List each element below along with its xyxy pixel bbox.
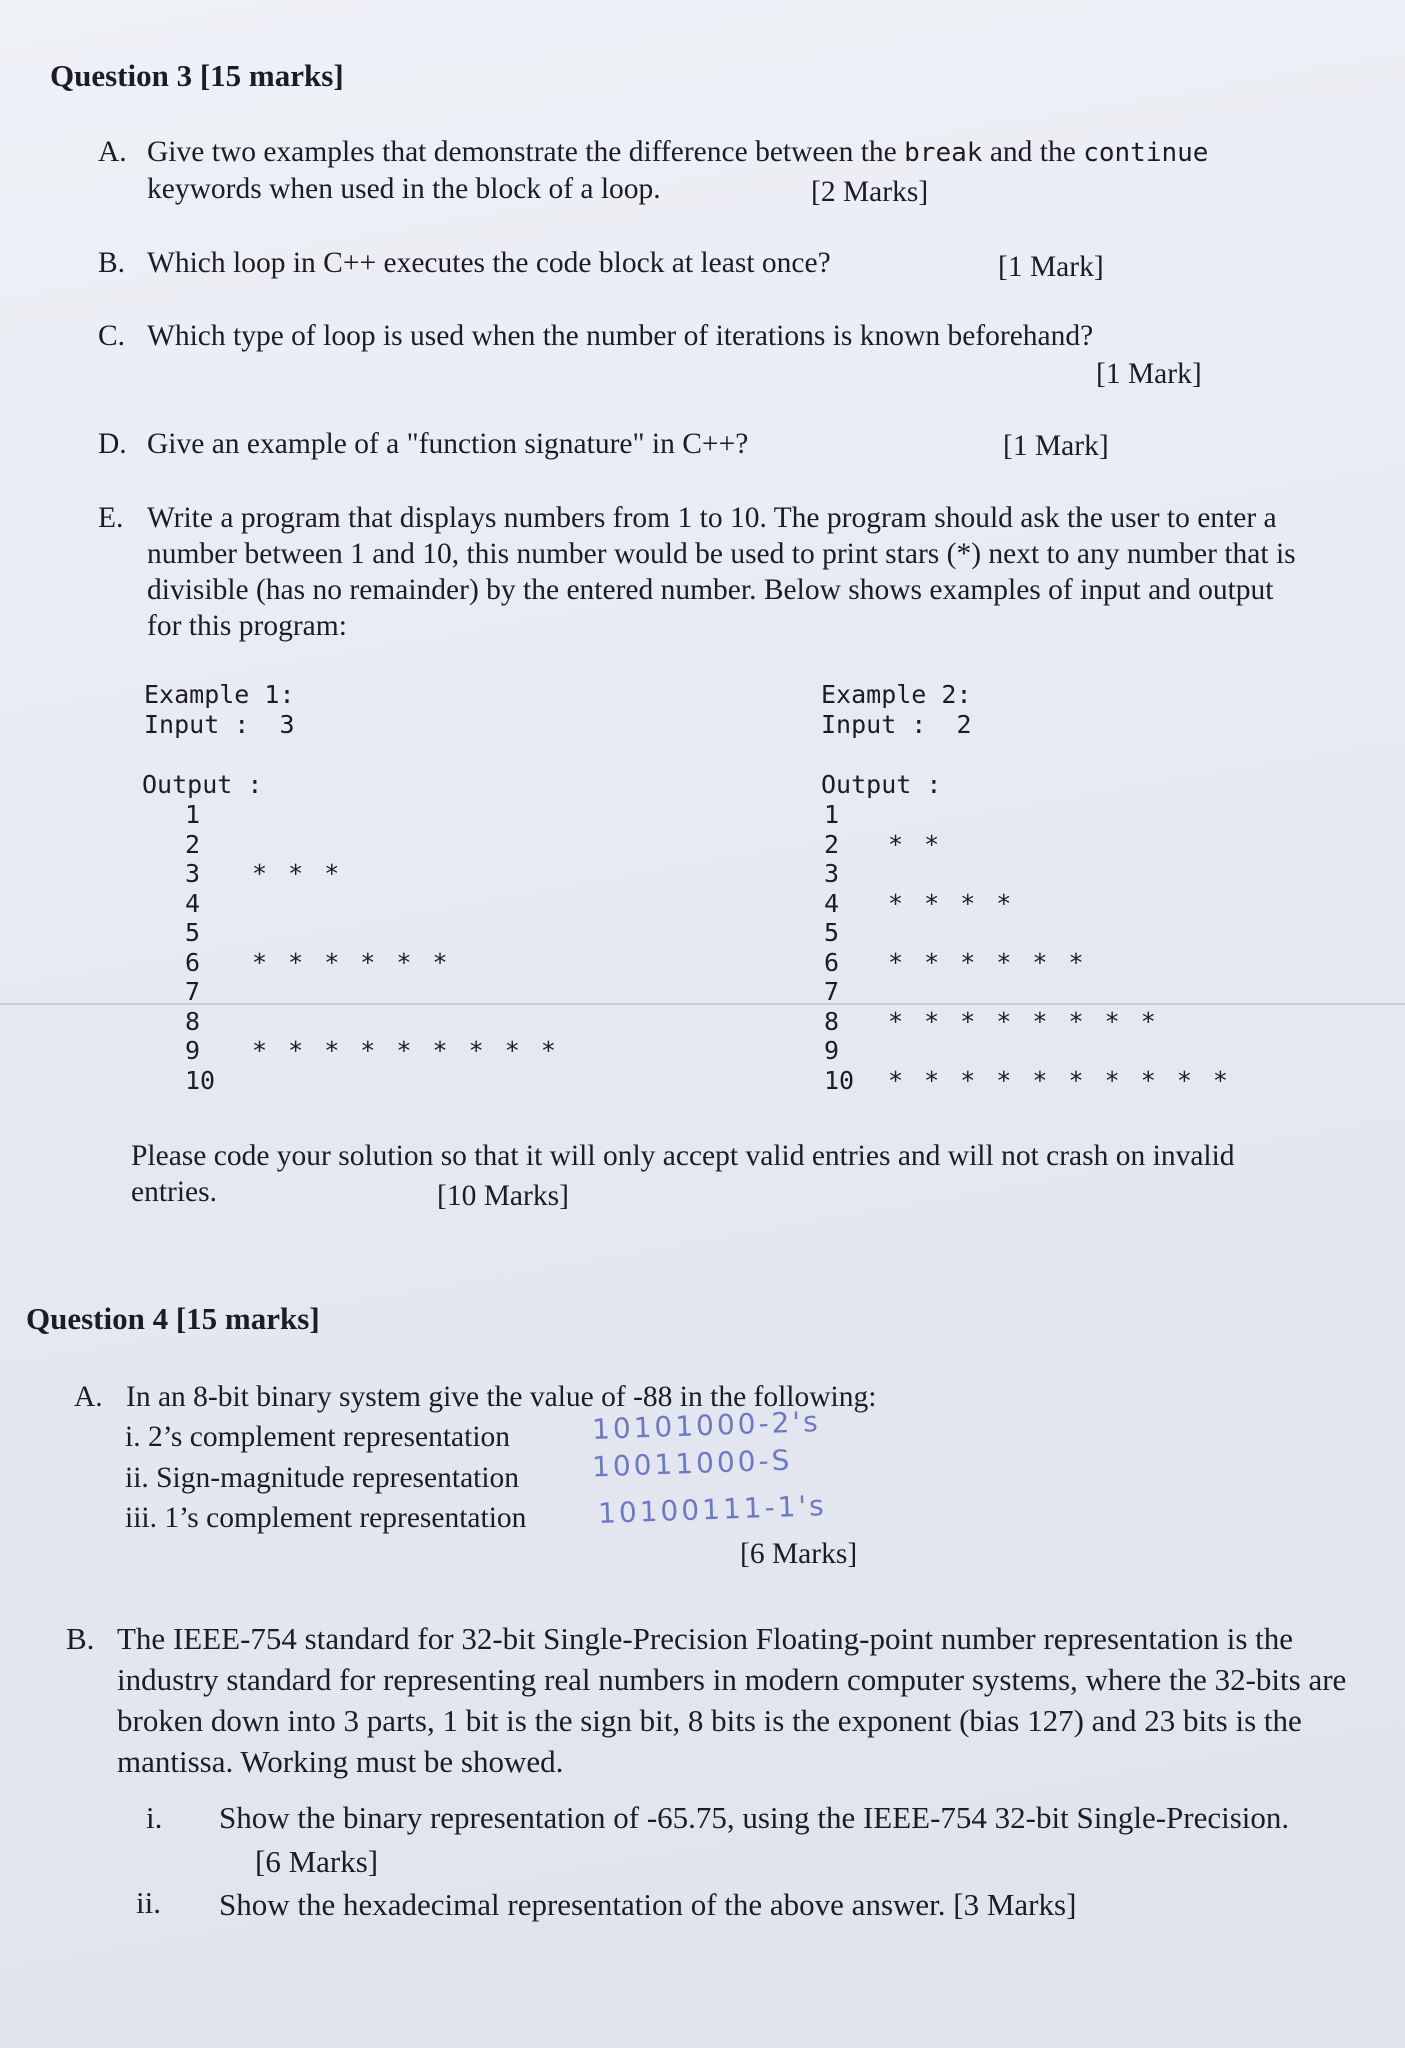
example-1-row-stars: * * * [252,859,343,888]
example-1-row-stars: * * * * * * * * * [252,1036,559,1065]
example-2-row-number: 2 [824,829,840,859]
q4-b-ii-text: Show the hexadecimal representation of the above answer. [219,1887,946,1922]
example-2-row-number: 4 [824,888,840,918]
example-1-input: Input : 3 [144,710,295,739]
q4-b-i-marks: [6 Marks] [255,1844,379,1879]
q3-b-text: Which loop in C++ executes the code block at least once? [147,247,831,279]
q3-d-letter: D. [98,428,127,460]
q4-a-marks: [6 Marks] [740,1538,858,1570]
example-2-output-label: Output : [821,770,942,799]
example-2-label: Example 2: [821,680,972,709]
q3-c-letter: C. [98,320,126,352]
q4-b-letter: B. [66,1621,95,1656]
q3-item-c [98,318,1278,354]
example-1-row-number: 10 [185,1065,216,1095]
q4-b-ii-marks: [3 Marks] [953,1887,1077,1922]
q4-a-text: In an 8-bit binary system give the value of -88 in the following: [126,1381,877,1413]
q4-b-i [219,1796,1319,1884]
example-2-input: Input : 2 [821,710,972,739]
q4-b-i-text: Show the binary representation of -65.75, using the IEEE-754 32-bit Single-Precision. [219,1800,1290,1835]
q3-a-text-pre: Give two examples that demonstrate the difference between the [147,136,905,168]
q3-a-break-keyword: break [904,138,983,168]
q3-e-letter: E. [98,502,124,534]
q4-b-i-number: i. [146,1800,163,1835]
example-2-row-number: 7 [824,977,840,1006]
example-2-row-stars: * * [888,829,943,859]
q3-a-text-post: keywords when used in the block of a loop. [147,173,661,205]
q4-a-part-1: i. 2’s complement representation [125,1421,511,1453]
q3-c-marks: [1 Mark] [1096,358,1202,390]
example-1-row-number: 8 [185,1006,201,1036]
q4-a-part-3: iii. 1’s complement representation [125,1502,527,1534]
q3-e-marks: [10 Marks] [437,1180,569,1212]
example-1-label: Example 1: [144,680,295,709]
q3-a-letter: A. [98,136,127,168]
example-1-row-number: 9 [185,1036,201,1065]
q3-a-text-mid: and the [982,136,1084,168]
q4-b-ii [219,1883,1369,1927]
example-1-output-label: Output : [142,770,263,799]
q4-a-part-1-answer: 10101000-2's [591,1405,822,1446]
example-2-row-number: 1 [824,800,840,829]
example-2-row-number: 5 [824,918,840,947]
question-3-heading: Question 3 [15 marks] [50,58,344,93]
q4-a-part-2: ii. Sign-magnitude representation [125,1462,520,1494]
question-4-heading: Question 4 [15 marks] [26,1301,320,1336]
q3-item-e [98,500,1313,644]
q4-a-letter: A. [74,1381,103,1413]
q3-a-continue-keyword: continue [1083,138,1209,168]
paper-fold-line [0,1003,1405,1005]
q4-a-part-2-answer: 10011000-S [591,1443,793,1484]
example-2-row-number: 10 [824,1065,855,1095]
example-2-row-stars: * * * * * * [888,947,1087,977]
q4-a-part-3-answer: 10100111-1's [597,1489,828,1530]
q4-item-a [74,1379,1224,1415]
q3-e-note-text: Please code your solution so that it will only accept valid entries and will not crash on invalid entries. [131,1140,1235,1208]
q3-b-letter: B. [98,247,126,279]
example-2-row-number: 8 [824,1006,840,1036]
example-2-row-stars: * * * * * * * * [888,1006,1159,1036]
example-2-row-number: 6 [824,947,840,977]
q3-c-text: Which type of loop is used when the number of iterations is known beforehand? [147,320,1094,352]
example-1-row-number: 2 [185,829,201,859]
q3-e-note [131,1138,1311,1210]
q3-d-text: Give an example of a "function signature" in C++? [147,428,749,460]
example-1-row-number: 4 [185,888,201,918]
q3-b-marks: [1 Mark] [998,251,1104,283]
q3-d-marks: [1 Mark] [1003,430,1109,462]
q3-a-marks: [2 Marks] [811,176,929,208]
example-1-row-stars: * * * * * * [252,947,451,977]
q3-e-text: Write a program that displays numbers from 1 to 10. The program should ask the user to enter a number between 1 and 10, this number would be used to print stars (*) next to any number that is divisible (has no remainder) by the entered number. Below shows examples of input and output for this program: [147,502,1296,642]
example-1-row-number: 5 [185,918,201,947]
example-2-row-stars: * * * * * * * * * * [888,1065,1231,1095]
example-1-row-number: 6 [185,947,201,977]
q4-b-text: The IEEE-754 standard for 32-bit Single-Precision Floating-point number representation is the industry standard for representing real numbers in modern computer systems, where the 32-bits are broken down into 3 parts, 1 bit is the sign bit, 8 bits is the exponent (bias 127) and 23 bits is the mantissa. Working must be showed. [117,1621,1347,1779]
example-1-row-number: 3 [185,859,201,888]
q3-item-a [98,134,1278,207]
example-2-row-stars: * * * * [888,888,1015,918]
q4-item-b [66,1618,1371,1782]
example-1-row-number: 1 [185,800,201,829]
q4-b-ii-number: ii. [136,1885,161,1920]
example-2-row-number: 3 [824,859,840,888]
example-2-row-number: 9 [824,1036,840,1065]
example-1-row-number: 7 [185,977,201,1006]
